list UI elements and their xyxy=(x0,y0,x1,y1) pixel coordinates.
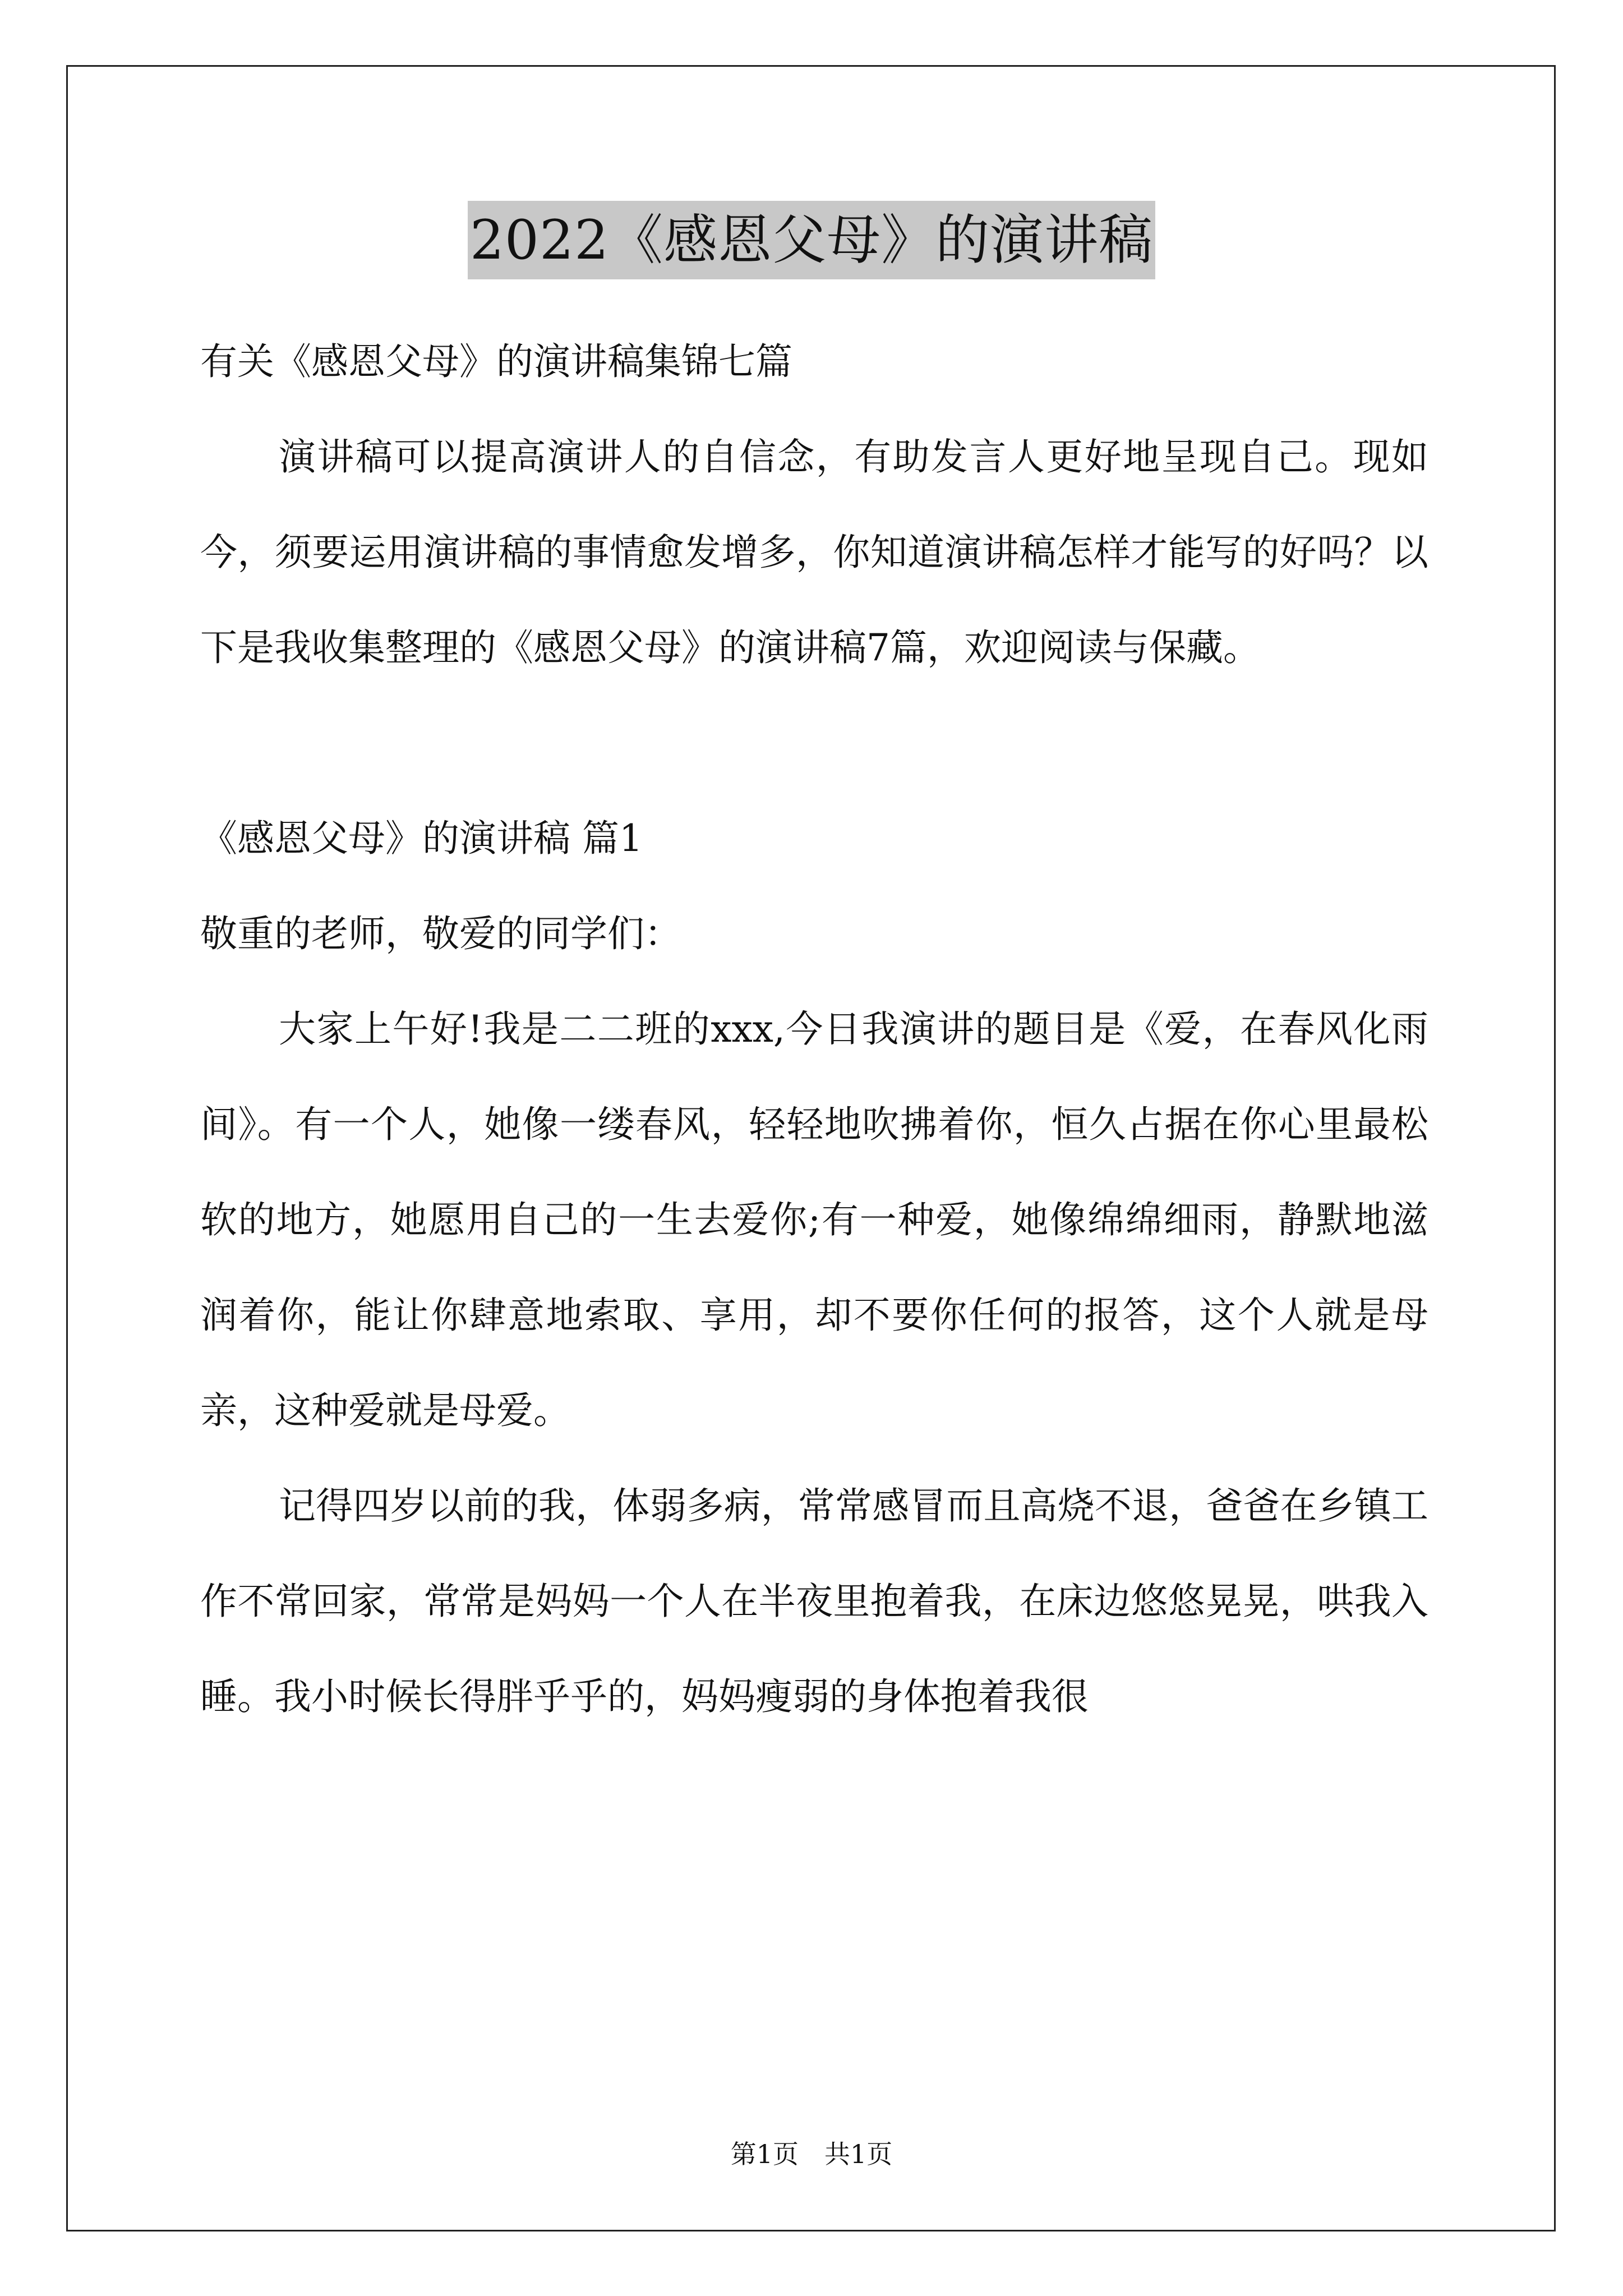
section-heading: 《感恩父母》的演讲稿 篇1 xyxy=(200,817,643,860)
page-footer: 第1页 共1页 xyxy=(730,2139,893,2169)
paragraph-gap xyxy=(200,696,1428,791)
document-subtitle: 有关《感恩父母》的演讲稿集锦七篇 xyxy=(200,340,792,383)
body-paragraph-1: 大家上午好!我是二二班的xxx,今日我演讲的题目是《爱，在春风化雨间》。有一个人，她像一缕春风，轻轻地吹拂着你，恒久占据在你心里最松软的地方，她愿用自己的一生去爱你;有一种爱，她像绵绵细雨，静默地滋润着你，能让你肆意地索取、享用，却不要你任何的报答，这个人就是母亲，这种爱就是母爱。 xyxy=(200,1007,1428,1432)
body-paragraph-2: 记得四岁以前的我，体弱多病，常常感冒而且高烧不退，爸爸在乡镇工作不常回家，常常是妈妈一个人在半夜里抱着我，在床边悠悠晃晃，哄我入睡。我小时候长得胖乎乎的，妈妈瘦弱的身体抱着我很 xyxy=(200,1484,1428,1718)
title-container xyxy=(0,201,1623,279)
document-body xyxy=(200,314,1428,1745)
intro-paragraph: 演讲稿可以提高演讲人的自信念，有助发言人更好地呈现自己。现如今，须要运用演讲稿的事情愈发增多，你知道演讲稿怎样才能写的好吗？以下是我收集整理的《感恩父母》的演讲稿7篇，欢迎阅读与保藏。 xyxy=(200,435,1428,669)
document-title: 2022《感恩父母》的演讲稿 xyxy=(468,201,1155,279)
salutation: 敬重的老师，敬爱的同学们： xyxy=(200,912,681,955)
